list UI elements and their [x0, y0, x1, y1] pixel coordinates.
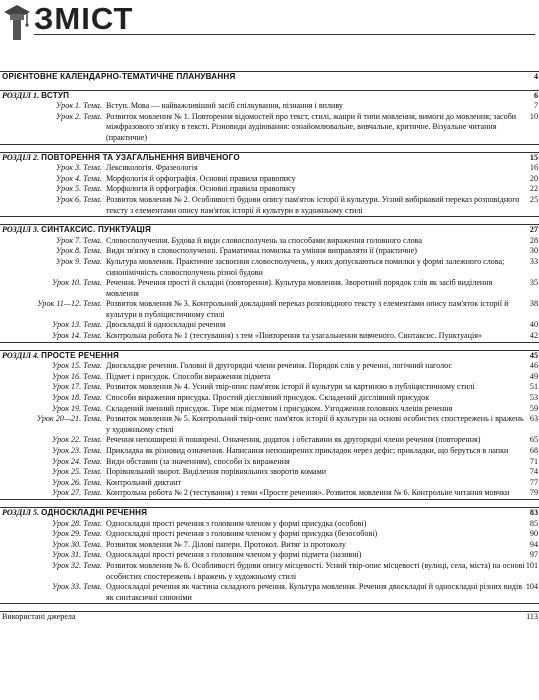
toc-entry-title: Культура мовлення. Практичне засвоєння словосполучень, у яких допускаються помилки у формі залежного слова; синонімічність словосполучень різної будови [106, 256, 505, 277]
table-of-contents [0, 71, 539, 623]
toc-entry-title: Контрольна робота № 1 (тестування) з тем «Повторення та узагальнення вивченого. Синтаксис. Пунктуація» [106, 331, 482, 341]
toc-entry-title: ОДНОСКЛАДНІ РЕЧЕННЯ [41, 507, 148, 517]
lesson-number: Урок 27. Тема. [51, 488, 102, 498]
toc-entry-title: Розвиток мовлення № 2. Особливості будови опису пам'яток історії й культури. Усний вибірковий переказ розповідного тексту з елементами опису пам'яток історії й культури в художньому стилі [106, 194, 520, 215]
toc-lesson[interactable] [0, 257, 539, 278]
toc-lesson[interactable] [0, 246, 539, 257]
lesson-number: Урок 6. Тема. [56, 194, 102, 204]
toc-entry-title: Односкладні прості речення з головним членом у формі підмета (називні) [106, 550, 362, 560]
section-number: РОЗДІЛ 2. [2, 152, 40, 162]
toc-section-heading[interactable] [0, 350, 539, 362]
title-underline [34, 34, 535, 35]
lesson-number: Урок 13. Тема. [51, 320, 102, 330]
page-number: 30 [529, 246, 538, 256]
page-number: 68 [529, 446, 538, 455]
toc-lesson[interactable] [0, 488, 539, 500]
toc-entry-title: Двоскладні й односкладні речення [106, 320, 226, 330]
lesson-number: Урок 17. Тема. [51, 382, 102, 392]
toc-lesson[interactable] [0, 467, 539, 478]
page-number: 65 [529, 435, 538, 445]
lesson-number: Урок 11—12. Тема. [37, 299, 102, 309]
page-number: 97 [529, 550, 538, 560]
lesson-number: Урок 18. Тема. [51, 393, 102, 403]
toc-section [0, 507, 539, 604]
toc-lesson[interactable] [0, 101, 539, 112]
toc-entry-title: Використані джерела [2, 612, 76, 622]
page-number: 15 [529, 152, 538, 162]
toc-lesson[interactable] [0, 195, 539, 217]
lesson-number: Урок 25. Тема. [51, 467, 102, 477]
toc-lesson[interactable] [0, 361, 539, 372]
lesson-number: Урок 9. Тема. [56, 256, 102, 266]
toc-section [0, 350, 539, 500]
lesson-number: Урок 31. Тема. [51, 550, 102, 560]
page-number: 77 [529, 477, 538, 487]
page-number: 28 [529, 235, 538, 245]
page-number: 40 [529, 320, 538, 330]
lesson-number: Урок 22. Тема. [51, 435, 102, 445]
page-number: 53 [529, 393, 538, 403]
toc-entry-title: ПРОСТЕ РЕЧЕННЯ [41, 350, 120, 360]
lesson-number: Урок 15. Тема. [51, 361, 102, 371]
toc-lesson[interactable] [0, 163, 539, 174]
page-number: 90 [529, 529, 538, 539]
lesson-number: Урок 32. Тема. [51, 560, 102, 570]
toc-section [0, 152, 539, 218]
page-header [0, 0, 539, 44]
toc-entry-title: Контрольний диктант [106, 477, 182, 487]
toc-entry-title: Односкладні прості речення з головним членом у формі присудка (безособові) [106, 529, 378, 539]
lesson-number: Урок 33. Тема. [51, 582, 102, 592]
lesson-number: Урок 10. Тема. [51, 278, 102, 288]
toc-lesson[interactable] [0, 320, 539, 331]
toc-entry-title: Словосполучення. Будова й види словосполучень за способами вираження головного слова [106, 235, 422, 245]
toc-section [0, 224, 539, 343]
toc-lesson[interactable] [0, 331, 539, 343]
lesson-number: Урок 26. Тема. [51, 477, 102, 487]
page-title: ЗМІСТ [34, 1, 134, 36]
mortarboard-icon [2, 2, 32, 42]
lesson-number: Урок 29. Тема. [51, 529, 102, 539]
page-number: 16 [529, 163, 538, 173]
lesson-number: Урок 14. Тема. [51, 331, 102, 341]
page-number: 6 [533, 90, 538, 100]
lesson-number: Урок 24. Тема. [51, 456, 102, 466]
toc-lesson[interactable] [0, 404, 539, 415]
toc-entry-title: Двоскладне речення. Головні й другорядні члени речення. Порядок слів у реченні, логічний наголос [106, 361, 452, 371]
toc-section-heading[interactable] [0, 224, 539, 236]
page-number: 45 [529, 350, 538, 360]
page-number: 35 [529, 278, 538, 288]
lesson-number: Урок 3. Тема. [56, 163, 102, 173]
lesson-number: Урок 7. Тема. [56, 235, 102, 245]
toc-lesson[interactable] [0, 414, 539, 435]
toc-entry-title: Морфологія й орфографія. Основні правила правопису [106, 173, 296, 183]
toc-lesson[interactable] [0, 184, 539, 195]
lesson-number: Урок 28. Тема. [51, 518, 102, 528]
toc-sources[interactable] [0, 611, 539, 623]
page-number: 46 [529, 361, 538, 371]
toc-section-heading[interactable] [0, 152, 539, 164]
toc-entry-title: Односкладні речення як частина складного речення. Культура мовлення. Речення двоскладні й односкладні різних видів як синтаксичні синоніми [106, 582, 523, 602]
section-number: РОЗДІЛ 5. [2, 507, 40, 517]
page-number: 7 [533, 101, 538, 111]
toc-section-heading[interactable] [0, 71, 539, 83]
page-number: 38 [529, 299, 538, 309]
toc-lesson[interactable] [0, 519, 539, 530]
toc-entry-title: Способи вираження присудка. Простий дієслівний присудок. Складений дієслівний присудок [106, 393, 430, 403]
section-number: РОЗДІЛ 3. [2, 225, 40, 235]
toc-lesson[interactable] [0, 435, 539, 446]
toc-lesson[interactable] [0, 457, 539, 468]
toc-entry-title: Розвиток мовлення № 3. Контрольний докладний переказ розповідного тексту з елементами опису пам'яток історії й культури в публіцистичному стилі [106, 299, 509, 319]
lesson-number: Урок 19. Тема. [51, 403, 102, 413]
lesson-number: Урок 16. Тема. [51, 371, 102, 381]
toc-entry-title: Вступ. Мова — найважливіший засіб спілкування, пізнання і впливу [106, 101, 343, 111]
lesson-number: Урок 2. Тема. [56, 111, 102, 121]
toc-entry-title: Розвиток мовлення № 1. Повторення відомостей про текст, стилі, жанри й типи мовлення, вимоги до мовлення; засоби міжфразового зв'язку в тексті. Різновиди аудіювання: ознайомлювальне, вивчальне, критичне. Візуальне читання (практичне) [106, 111, 517, 142]
page-number: 104 [525, 582, 538, 592]
toc-entry-title: Складений іменний присудок. Тире між підметом і присудком. Узгодження головних членів речення [106, 403, 453, 413]
toc-entry-title: Лексикологія. Фразеологія [106, 163, 198, 173]
page-number: 25 [529, 194, 538, 204]
toc-entry-title: Речення непоширені й поширені. Означення, додаток і обставини як другорядні члени речення (повторення) [106, 435, 481, 445]
toc-lesson[interactable] [0, 550, 539, 561]
toc-entry-title: Односкладні прості речення з головним членом у формі присудка (особові) [106, 518, 367, 528]
toc-entry-title: Види зв'язку в словосполученні. Граматична помилка та уміння виправляти її (практичне) [106, 246, 417, 256]
toc-section-heading[interactable] [0, 90, 539, 102]
lesson-number: Урок 5. Тема. [56, 184, 102, 194]
section-number: РОЗДІЛ 4. [2, 350, 40, 360]
toc-lesson[interactable] [0, 478, 539, 489]
page-number: 20 [529, 173, 538, 183]
page-number: 49 [529, 371, 538, 381]
toc-entry-title: Види обставин (за значенням), способи їх вираження [106, 456, 290, 466]
page-number: 4 [533, 72, 538, 81]
toc-lesson[interactable] [0, 372, 539, 383]
lesson-number: Урок 23. Тема. [51, 446, 102, 455]
lesson-number: Урок 4. Тема. [56, 173, 102, 183]
toc-lesson[interactable] [0, 540, 539, 551]
toc-section [0, 71, 539, 83]
toc-lesson[interactable] [0, 561, 539, 582]
page-number: 42 [529, 331, 538, 341]
section-number: РОЗДІЛ 1. [2, 90, 40, 100]
page-number: 94 [529, 539, 538, 549]
lesson-number: Урок 8. Тема. [56, 246, 102, 256]
page-number: 101 [525, 560, 538, 570]
toc-entry-title: Порівняльний зворот. Виділення порівняльних зворотів комами [106, 467, 327, 477]
lesson-number: Урок 30. Тема. [51, 539, 102, 549]
toc-lesson[interactable] [0, 174, 539, 185]
toc-entry-title: ПОВТОРЕННЯ ТА УЗАГАЛЬНЕННЯ ВИВЧЕНОГО [41, 152, 240, 162]
toc-entry-title: Розвиток мовлення № 8. Особливості будови опису місцевості. Усний твір-опис місцевості (вулиці, села, міста) на основі особистих спостережень і вражень у художньому стилі [106, 560, 525, 581]
lesson-number: Урок 1. Тема. [56, 101, 102, 111]
toc-lesson[interactable] [0, 236, 539, 247]
toc-lesson[interactable] [0, 393, 539, 404]
toc-entry-title: Розвиток мовлення № 4. Усний твір-опис пам'яток історії й культури за картиною в публіцистичному стилі [106, 382, 475, 392]
page-number: 74 [529, 467, 538, 477]
page-number: 59 [529, 403, 538, 413]
toc-entry-title: Підмет і присудок. Способи вираження підмета [106, 371, 271, 381]
toc-lesson[interactable] [0, 278, 539, 299]
toc-lesson[interactable] [0, 582, 539, 604]
lesson-number: Урок 20—21. Тема. [36, 414, 102, 424]
toc-entry-title: Розвиток мовлення № 7. Ділові папери. Протокол. Витяг із протоколу [106, 539, 346, 549]
page-number: 33 [529, 256, 538, 266]
toc-lesson[interactable] [0, 529, 539, 540]
page-number: 83 [529, 507, 538, 517]
toc-sources-block [0, 611, 539, 623]
toc-entry-title: ОРІЄНТОВНЕ КАЛЕНДАРНО-ТЕМАТИЧНЕ ПЛАНУВАННЯ [2, 72, 236, 81]
toc-lesson[interactable] [0, 112, 539, 145]
page-number: 63 [529, 414, 538, 424]
page-number: 71 [529, 456, 538, 466]
page-number: 27 [529, 225, 538, 235]
page-number: 22 [529, 184, 538, 194]
toc-section-heading[interactable] [0, 507, 539, 519]
toc-lesson[interactable] [0, 382, 539, 393]
page-number: 113 [526, 612, 538, 622]
page-number: 79 [529, 488, 538, 498]
toc-entry-title: Контрольна робота № 2 (тестування) з теми «Просте речення». Розвиток мовлення № 6. Контрольне читання мовчки [106, 488, 510, 498]
page-number: 85 [529, 518, 538, 528]
toc-entry-title: Речення. Речення прості й складні (повторення). Культура мовлення. Зворотний порядок слів як засіб виділення мовлення [106, 278, 493, 298]
page-number: 51 [529, 382, 538, 392]
toc-entry-title: Розвиток мовлення № 5. Контрольний твір-опис пам'яток історії й культури на основі особистих спостережень і вражень у художньому стилі [106, 414, 524, 434]
toc-section [0, 90, 539, 145]
toc-entry-title: Прикладка як різновид означення. Написання непоширених прикладок через дефіс; прикладки, що беруться в лапки [106, 446, 509, 455]
toc-entry-title: СИНТАКСИС. ПУНКТУАЦІЯ [41, 225, 152, 235]
toc-entry-title: Морфологія й орфографія. Основні правила правопису [106, 184, 296, 194]
page-number: 10 [529, 111, 538, 121]
toc-lesson[interactable] [0, 299, 539, 320]
toc-lesson[interactable] [0, 446, 539, 457]
toc-entry-title: ВСТУП [41, 90, 70, 100]
